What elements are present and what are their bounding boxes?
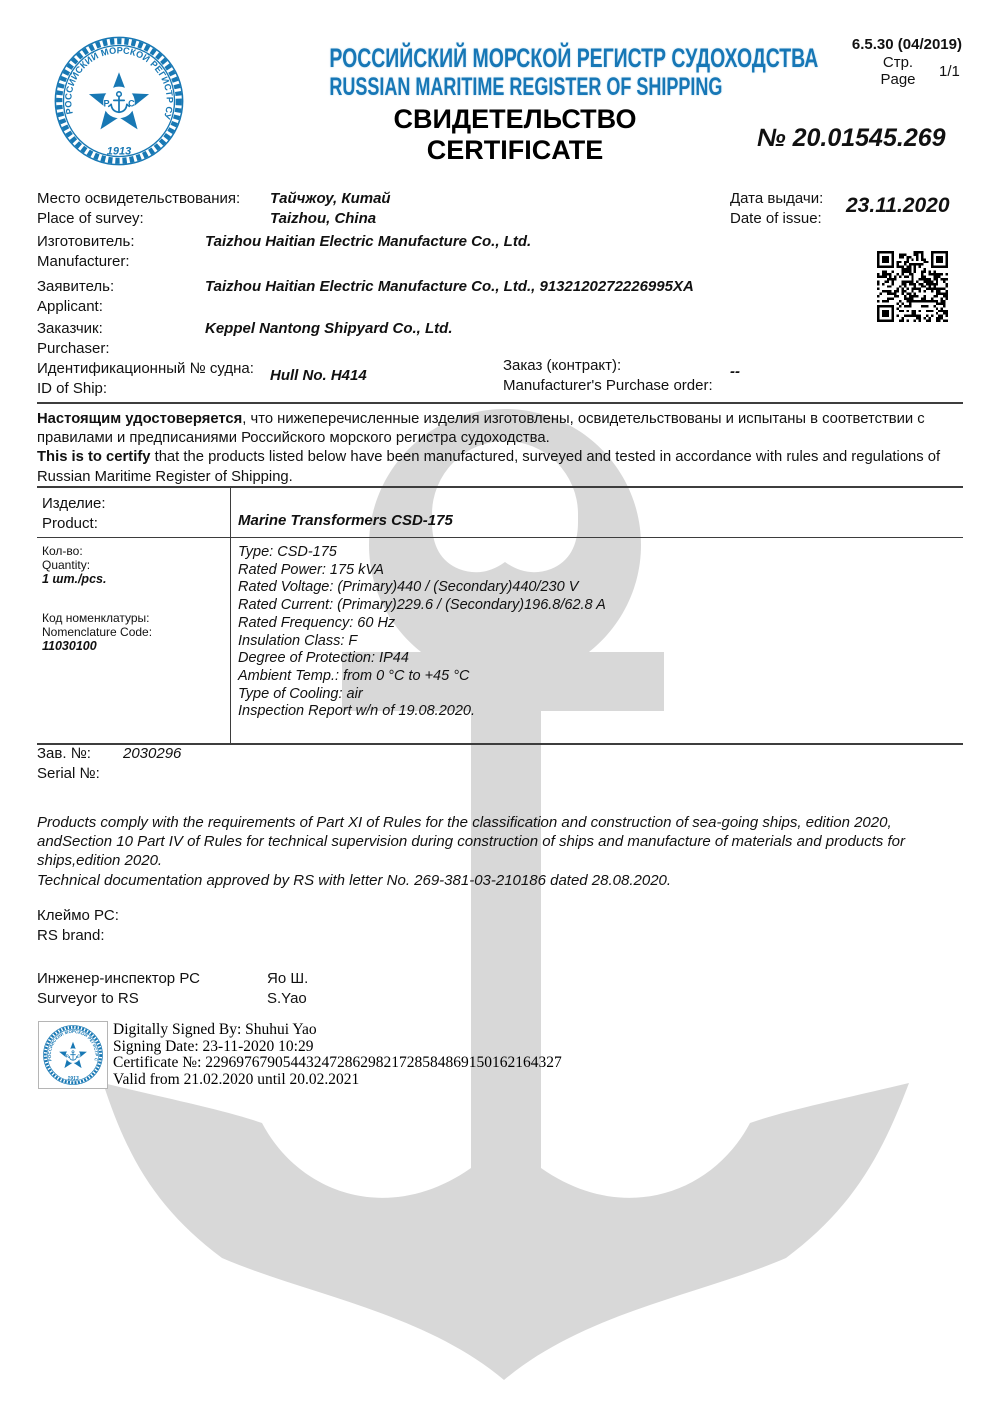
ship-id-label	[37, 359, 254, 398]
spec-line: Rated Voltage: (Primary)440 / (Secondary)440/230 V	[238, 579, 579, 596]
spec-line: Insulation Class: F	[238, 632, 358, 649]
serial-value: 2030296	[123, 745, 182, 762]
applicant-label-ru: Заявитель:	[37, 278, 115, 295]
date-of-issue-label	[730, 189, 823, 228]
spec-line: Ambient Temp.: from 0 °C to +45 °C	[238, 667, 470, 684]
form-number: 6.5.30 (04/2019)	[851, 36, 962, 53]
qr-code	[877, 251, 948, 322]
po-label-en: Manufacturer's Purchase order:	[503, 376, 713, 394]
doc-title-en: CERTIFICATE	[426, 135, 604, 165]
date-label-en: Date of issue:	[730, 209, 822, 227]
serial-label-en: Serial №:	[37, 764, 100, 782]
page-label-en: Page	[880, 71, 916, 88]
divider-line	[37, 402, 963, 404]
signature-validity: Valid from 21.02.2020 until 20.02.2021	[113, 1070, 360, 1088]
place-label-en: Place of survey:	[37, 209, 144, 227]
page-label-ru: Стр.	[882, 54, 914, 71]
ship-id-label-ru: Идентификационный № судна:	[37, 360, 254, 377]
quantity-cell	[37, 538, 230, 743]
signature-certificate-number: Certificate №: 2296976790544324728629821728584869150162164327	[113, 1054, 562, 1072]
spec-line: Rated Power: 175 kVA	[238, 561, 384, 578]
rs-brand-label	[37, 906, 119, 945]
compliance-paragraph	[37, 813, 967, 890]
page-block	[875, 54, 975, 88]
date-label-ru: Дата выдачи:	[730, 190, 824, 207]
table-header-row	[37, 488, 963, 538]
signature-seal-box	[38, 1021, 108, 1089]
surveyor-label	[37, 969, 200, 1008]
product-label-ru: Изделие:	[42, 495, 106, 512]
place-of-survey-value	[270, 189, 391, 228]
surveyor-name-en: S.Yao	[267, 989, 307, 1007]
page-value: 1/1	[939, 62, 960, 80]
rs-logo	[52, 34, 186, 168]
tech-doc-text: Technical documentation approved by RS with letter No. 269-381-03-210186 dated 28.08.2020.	[37, 871, 672, 889]
purchaser-label-ru: Заказчик:	[37, 320, 103, 337]
nomenclature-value: 11030100	[42, 639, 97, 653]
cert-ru-rest: , что нижеперечисленные изделия изготовлены, освидетельствованы и испытаны в соответствии с правилами и предписаниями Российского морского регистра судоходства.	[37, 411, 925, 447]
org-title-block	[258, 43, 819, 101]
purchaser-value: Keppel Nantong Shipyard Co., Ltd.	[205, 320, 453, 337]
spec-line: Type: CSD-175	[238, 544, 337, 560]
date-of-issue-value: 23.11.2020	[846, 194, 950, 217]
cert-en-rest: that the products listed below have been manufactured, surveyed and tested in accordance with rules and regulations of Russian Maritime Register of Shipping.	[37, 449, 941, 485]
org-title-ru: РОССИЙСКИЙ МОРСКОЙ РЕГИСТР СУДОХОДСТВА	[329, 43, 819, 73]
signature-seal	[42, 1024, 104, 1086]
signature-signed-by: Digitally Signed By: Shuhui Yao	[113, 1021, 317, 1038]
purchaser-label	[37, 319, 110, 358]
place-label-ru: Место освидетельствования:	[37, 190, 241, 207]
manufacturer-label-ru: Изготовитель:	[37, 233, 135, 250]
product-label-en: Product:	[42, 514, 98, 532]
quantity-value: 1 шт./pcs.	[42, 572, 107, 586]
surveyor-name-ru: Яо Ш.	[267, 970, 309, 987]
nomenclature-label-en: Nomenclature Code:	[42, 625, 153, 639]
serial-label-ru: Зав. №:	[37, 745, 91, 762]
purchaser-label-en: Purchaser:	[37, 339, 110, 357]
quantity-label-ru: Кол-во:	[42, 544, 83, 558]
ship-id-value: Hull No. H414	[270, 367, 367, 384]
product-table	[37, 486, 963, 745]
nomenclature-label-ru: Код номенклатуры:	[42, 611, 150, 625]
purchase-order-value: --	[730, 363, 740, 380]
manufacturer-label	[37, 232, 135, 271]
surveyor-label-ru: Инженер-инспектор РС	[37, 970, 200, 987]
certification-paragraph	[37, 410, 965, 487]
manufacturer-value: Taizhou Haitian Electric Manufacture Co., Ltd.	[205, 233, 532, 250]
applicant-label-en: Applicant:	[37, 297, 103, 315]
cert-en-lead: This is to certify	[37, 449, 151, 466]
certificate-number: № 20.01545.269	[757, 124, 946, 152]
compliance-text: Products comply with the requirements of Part XI of Rules for the classification and construction of sea-going ships, edition 2020, andSection 10 Part IV of Rules for technical supervision during construction of ships and manufacture of materials and products for ships,edition 2020.	[37, 814, 905, 870]
manufacturer-label-en: Manufacturer:	[37, 252, 130, 270]
serial-label	[37, 744, 100, 783]
digital-signature-text	[113, 1022, 562, 1088]
signature-date: Signing Date: 23-11-2020 10:29	[113, 1037, 314, 1055]
rs-brand-label-ru: Клеймо РС:	[37, 907, 119, 924]
place-value-ru: Тайчжоу, Китай	[270, 190, 391, 207]
purchase-order-label	[503, 356, 713, 395]
spec-line: Type of Cooling: air	[238, 685, 363, 702]
spec-line: Degree of Protection: IP44	[238, 650, 409, 667]
applicant-value: Taizhou Haitian Electric Manufacture Co., Ltd., 9132120272226995XA	[205, 278, 694, 295]
spec-line: Rated Frequency: 60 Hz	[238, 614, 396, 631]
doc-title-ru: СВИДЕТЕЛЬСТВО	[393, 104, 637, 134]
ship-id-label-en: ID of Ship:	[37, 379, 108, 397]
table-body-row	[37, 538, 963, 743]
spec-line: Rated Current: (Primary)229.6 / (Secondary)196.8/62.8 A	[238, 597, 606, 614]
product-value-cell	[230, 488, 963, 537]
org-title-en: RUSSIAN MARITIME REGISTER OF SHIPPING	[329, 73, 723, 101]
applicant-label	[37, 277, 114, 316]
doc-title-block	[285, 104, 745, 166]
surveyor-name	[267, 969, 308, 1008]
product-label-cell	[37, 488, 230, 537]
cert-ru-lead: Настоящим удостоверяется	[37, 411, 243, 427]
place-value-en: Taizhou, China	[270, 209, 377, 227]
surveyor-label-en: Surveyor to RS	[37, 989, 139, 1007]
specs-cell	[230, 538, 963, 743]
rs-brand-label-en: RS brand:	[37, 926, 105, 944]
place-of-survey-label	[37, 189, 240, 228]
po-label-ru: Заказ (контракт):	[503, 357, 622, 374]
spec-line: Inspection Report w/n of 19.08.2020.	[238, 703, 475, 720]
quantity-label-en: Quantity:	[42, 558, 91, 572]
product-value: Marine Transformers CSD-175	[238, 512, 453, 529]
